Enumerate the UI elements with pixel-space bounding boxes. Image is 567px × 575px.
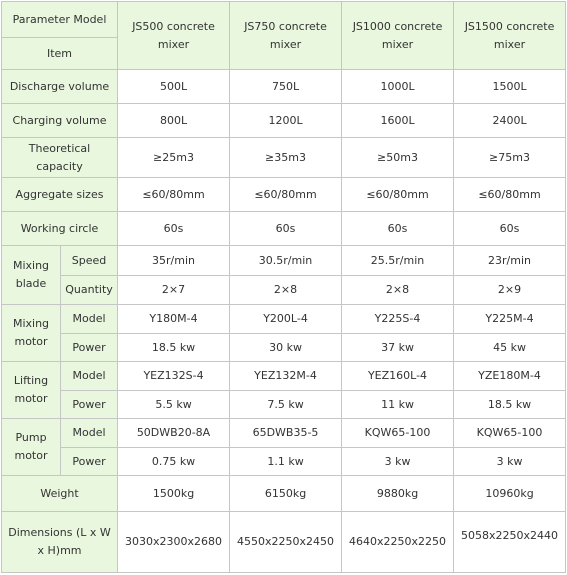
cell-value: 1000L xyxy=(342,70,454,104)
cell-value: YEZ132M-4 xyxy=(230,362,342,391)
cell-value: 5058x2250x2440 xyxy=(454,512,566,573)
table-row xyxy=(2,212,566,246)
cell-value: ≥50m3 xyxy=(342,138,454,178)
cell-value: 23r/min xyxy=(454,246,566,276)
cell-value: 2×8 xyxy=(342,276,454,305)
cell-value: ≤60/80mm xyxy=(454,178,566,212)
cell-value: 3 kw xyxy=(454,448,566,476)
cell-value: ≤60/80mm xyxy=(230,178,342,212)
header-row xyxy=(2,2,566,38)
sub-label: Power xyxy=(61,334,118,362)
cell-value: 4640x2250x2250 xyxy=(342,512,454,573)
cell-value: 6150kg xyxy=(230,476,342,512)
sub-label: Model xyxy=(61,419,118,448)
param-model-header: Parameter Model xyxy=(2,2,118,38)
sub-label: Model xyxy=(61,362,118,391)
group-label: Mixing motor xyxy=(2,305,61,362)
table-row xyxy=(2,512,566,573)
sub-label: Power xyxy=(61,391,118,419)
table-row xyxy=(2,334,566,362)
cell-value: 30.5r/min xyxy=(230,246,342,276)
group-label: Lifting motor xyxy=(2,362,61,419)
cell-value: 1200L xyxy=(230,104,342,138)
cell-value: ≤60/80mm xyxy=(342,178,454,212)
cell-value: Y225S-4 xyxy=(342,305,454,334)
cell-value: KQW65-100 xyxy=(454,419,566,448)
cell-value: Y200L-4 xyxy=(230,305,342,334)
sub-label: Model xyxy=(61,305,118,334)
cell-value: 9880kg xyxy=(342,476,454,512)
table-row xyxy=(2,419,566,448)
cell-value: 30 kw xyxy=(230,334,342,362)
cell-value: 1600L xyxy=(342,104,454,138)
model-header: JS1000 concrete mixer xyxy=(342,2,454,70)
cell-value: 3 kw xyxy=(342,448,454,476)
cell-value: 1.1 kw xyxy=(230,448,342,476)
cell-value: Y225M-4 xyxy=(454,305,566,334)
group-label: Pump motor xyxy=(2,419,61,476)
table-row xyxy=(2,178,566,212)
row-label: Theoretical capacity xyxy=(2,138,118,178)
cell-value: ≤60/80mm xyxy=(118,178,230,212)
cell-value: 4550x2250x2450 xyxy=(230,512,342,573)
row-label: Charging volume xyxy=(2,104,118,138)
group-label: Mixing blade xyxy=(2,246,61,305)
cell-value: ≥75m3 xyxy=(454,138,566,178)
cell-value: 25.5r/min xyxy=(342,246,454,276)
cell-value: 60s xyxy=(342,212,454,246)
cell-value: 2×8 xyxy=(230,276,342,305)
table-row xyxy=(2,276,566,305)
cell-value: 7.5 kw xyxy=(230,391,342,419)
cell-value: 60s xyxy=(118,212,230,246)
cell-value: 10960kg xyxy=(454,476,566,512)
cell-value: 45 kw xyxy=(454,334,566,362)
cell-value: 2×9 xyxy=(454,276,566,305)
table-row xyxy=(2,246,566,276)
row-label: Discharge volume xyxy=(2,70,118,104)
model-header: JS750 concrete mixer xyxy=(230,2,342,70)
row-label: Weight xyxy=(2,476,118,512)
spec-table xyxy=(1,1,566,573)
cell-value: YEZ132S-4 xyxy=(118,362,230,391)
cell-value: 3030x2300x2680 xyxy=(118,512,230,573)
cell-value: 800L xyxy=(118,104,230,138)
cell-value: 18.5 kw xyxy=(454,391,566,419)
cell-value: Y180M-4 xyxy=(118,305,230,334)
cell-value: 50DWB20-8A xyxy=(118,419,230,448)
cell-value: 37 kw xyxy=(342,334,454,362)
cell-value: 1500L xyxy=(454,70,566,104)
table-row xyxy=(2,70,566,104)
model-header: JS1500 concrete mixer xyxy=(454,2,566,70)
row-label: Dimensions (L x W x H)mm xyxy=(2,512,118,573)
table-row xyxy=(2,448,566,476)
cell-value: 0.75 kw xyxy=(118,448,230,476)
cell-value: 500L xyxy=(118,70,230,104)
cell-value: YZE180M-4 xyxy=(454,362,566,391)
model-header: JS500 concrete mixer xyxy=(118,2,230,70)
cell-value: 11 kw xyxy=(342,391,454,419)
row-label: Aggregate sizes xyxy=(2,178,118,212)
table-row xyxy=(2,476,566,512)
cell-value: 2×7 xyxy=(118,276,230,305)
table-row xyxy=(2,305,566,334)
table-row xyxy=(2,138,566,178)
cell-value: 60s xyxy=(454,212,566,246)
cell-value: 750L xyxy=(230,70,342,104)
cell-value: 1500kg xyxy=(118,476,230,512)
table-row xyxy=(2,104,566,138)
sub-label: Power xyxy=(61,448,118,476)
cell-value: 60s xyxy=(230,212,342,246)
table-row xyxy=(2,362,566,391)
cell-value: ≥25m3 xyxy=(118,138,230,178)
cell-value: YEZ160L-4 xyxy=(342,362,454,391)
cell-value: 2400L xyxy=(454,104,566,138)
table-row xyxy=(2,391,566,419)
sub-label: Quantity xyxy=(61,276,118,305)
cell-value: 18.5 kw xyxy=(118,334,230,362)
item-header: Item xyxy=(2,38,118,70)
cell-value: 35r/min xyxy=(118,246,230,276)
sub-label: Speed xyxy=(61,246,118,276)
cell-value: 65DWB35-5 xyxy=(230,419,342,448)
cell-value: ≥35m3 xyxy=(230,138,342,178)
row-label: Working circle xyxy=(2,212,118,246)
cell-value: KQW65-100 xyxy=(342,419,454,448)
cell-value: 5.5 kw xyxy=(118,391,230,419)
